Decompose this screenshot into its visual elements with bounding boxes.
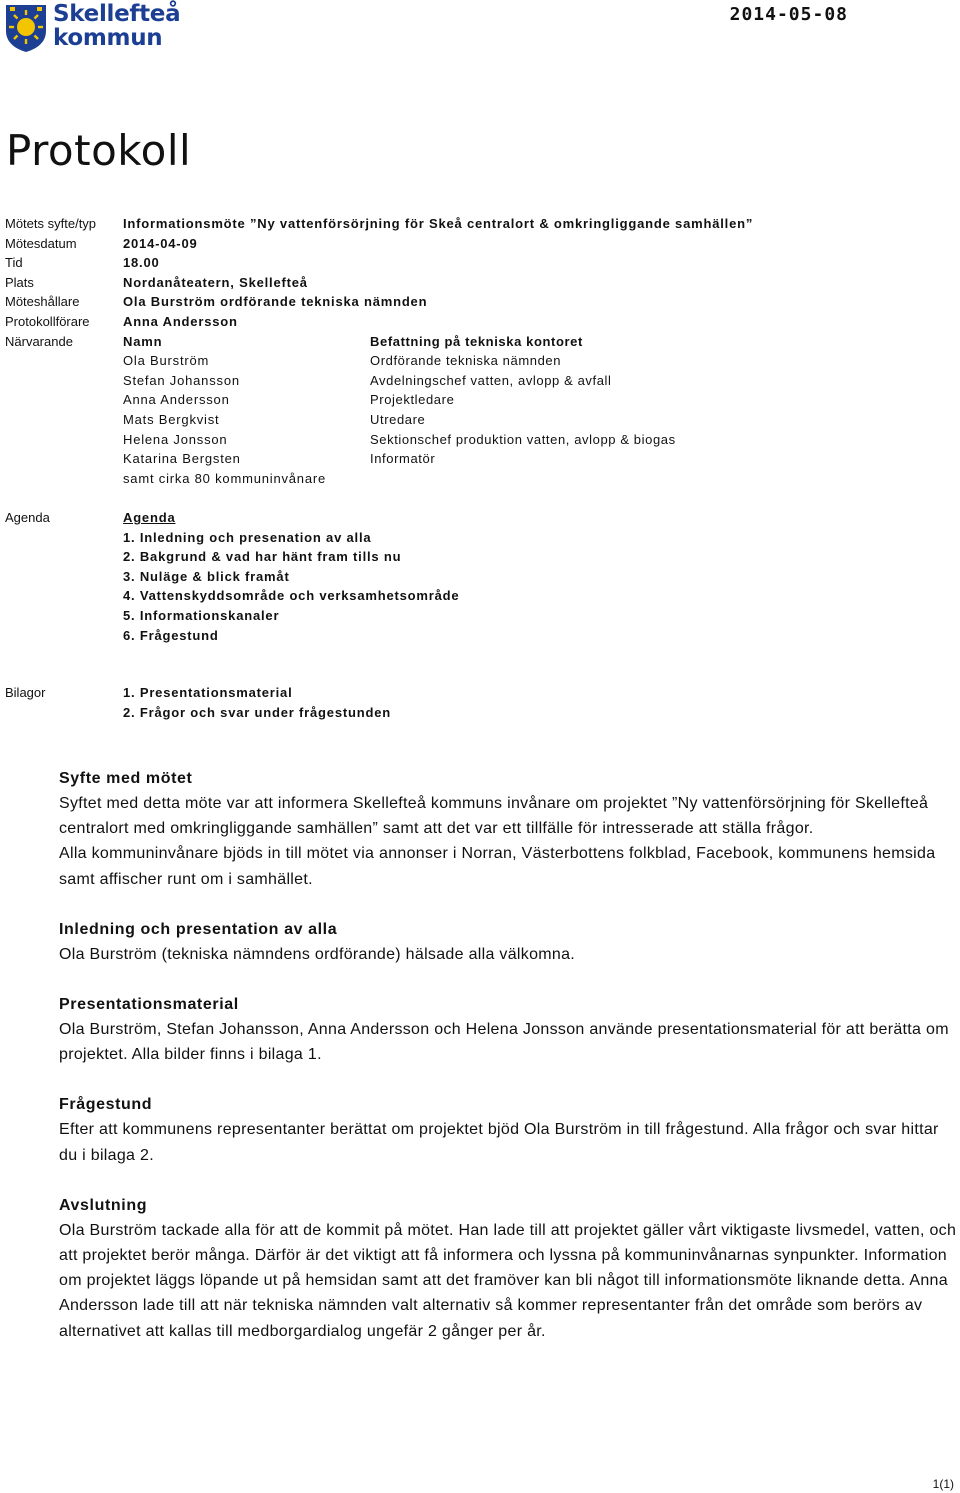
agenda-item: 6. Frågestund bbox=[123, 627, 219, 643]
moteshallare-label: Möteshållare bbox=[5, 294, 80, 310]
agenda-header-row bbox=[5, 508, 459, 528]
logo-line-2: kommun bbox=[53, 25, 163, 51]
section-text-inledning: Ola Burström (tekniska nämndens ordförande) hälsade alla välkomna. bbox=[59, 945, 576, 963]
bilaga-item: 1. Presentationsmaterial bbox=[123, 685, 293, 700]
plats-value: Nordanåteatern, Skellefteå bbox=[123, 274, 308, 290]
attendee-role: Avdelningschef vatten, avlopp & avfall bbox=[370, 372, 612, 388]
coat-of-arms-icon bbox=[4, 3, 48, 53]
document-date: 2014-05-08 bbox=[729, 4, 848, 25]
municipality-logo bbox=[4, 1, 181, 54]
attendee-role: Ordförande tekniska nämnden bbox=[370, 353, 562, 369]
section-spacer bbox=[59, 1168, 959, 1193]
attendee-role: Utredare bbox=[370, 411, 426, 427]
section-spacer bbox=[59, 1067, 959, 1092]
attendee-row bbox=[5, 390, 955, 410]
datum-value: 2014-04-09 bbox=[123, 235, 198, 251]
agenda-item: 3. Nuläge & blick framåt bbox=[123, 568, 290, 584]
attendee-name: Katarina Bergsten bbox=[123, 451, 241, 467]
section-heading-presentation: Presentationsmaterial bbox=[59, 996, 239, 1014]
attendee-row bbox=[5, 410, 955, 430]
befattning-column-header: Befattning på tekniska kontoret bbox=[370, 333, 583, 349]
agenda-item: 4. Vattenskyddsområde och verksamhetsområde bbox=[123, 588, 460, 604]
plats-label: Plats bbox=[5, 274, 34, 290]
attendee-name: Stefan Johansson bbox=[123, 372, 240, 388]
meta-row-tid bbox=[5, 253, 955, 273]
agenda-item: 1. Inledning och presenation av alla bbox=[123, 529, 372, 545]
attendee-row bbox=[5, 371, 955, 391]
section-spacer bbox=[59, 892, 959, 917]
agenda-list bbox=[123, 528, 459, 646]
attendee-role: Sektionschef produktion vatten, avlopp & biogas bbox=[370, 431, 676, 447]
tid-label: Tid bbox=[5, 255, 23, 271]
attendee-extra-row bbox=[5, 469, 955, 489]
attendee-name: Helena Jonsson bbox=[123, 431, 228, 447]
section-heading-syfte: Syfte med mötet bbox=[59, 770, 193, 787]
attendee-role: Informatör bbox=[370, 451, 436, 467]
meta-row-syfte bbox=[5, 214, 955, 234]
protocol-body bbox=[59, 766, 959, 1344]
protokollforare-label: Protokollförare bbox=[5, 313, 90, 329]
attendee-extra: samt cirka 80 kommuninvånare bbox=[123, 470, 327, 486]
agenda-item: 2. Bakgrund & vad har hänt fram tills nu bbox=[123, 549, 402, 565]
attendee-name: Anna Andersson bbox=[123, 392, 230, 408]
page-number: 1(1) bbox=[932, 1477, 954, 1491]
datum-label: Mötesdatum bbox=[5, 235, 77, 251]
section-text-syfte: Syftet med detta möte var att informera Skellefteå kommuns invånare om projektet ”Ny vattenförsörjning för Skellefteå centralort med omkringliggande samhällen” samt att det var ett tillfälle för intresserade att ställa frågor. bbox=[59, 795, 929, 838]
attendee-name: Ola Burström bbox=[123, 353, 210, 369]
protokollforare-value: Anna Andersson bbox=[123, 313, 238, 329]
section-text-syfte-2: Alla kommuninvånare bjöds in till mötet via annonser i Norran, Västerbottens folkblad, Facebook, kommunens hemsida samt affischer runt om i samhället. bbox=[59, 845, 936, 888]
section-text-presentation: Ola Burström, Stefan Johansson, Anna Andersson och Helena Jonsson använde presentationsmaterial för att berätta om projektet. Alla bilder finns i bilaga 1. bbox=[59, 1021, 949, 1064]
attendee-row bbox=[5, 430, 955, 450]
meta-row-datum bbox=[5, 234, 955, 254]
bilagor-label: Bilagor bbox=[5, 685, 46, 700]
page-title: Protokoll bbox=[6, 126, 192, 175]
agenda-label: Agenda bbox=[5, 510, 50, 525]
section-text-avslutning: Ola Burström tackade alla för att de kommit på mötet. Han lade till att projektet gäller vårt viktigaste livsmedel, vatten, och att projektet berör många. Därför är det viktigt att få informera och lyssna på kommuninvånarnas synpunkter. Information om projektet läggs löpande ut på hemsidan samt att det framöver kan bli något till informationsmöte liknande detta. Anna Andersson lade till att när tekniska nämnden valt alternativ så kommer representanter från det område som berörs av alternativet att kallas till medborgardialog ungefär 2 gånger per år. bbox=[59, 1221, 957, 1340]
section-heading-fragestund: Frågestund bbox=[59, 1096, 153, 1114]
agenda-heading: Agenda bbox=[123, 510, 176, 525]
moteshallare-value: Ola Burström ordförande tekniska nämnden bbox=[123, 294, 428, 310]
bilaga-item: 2. Frågor och svar under frågestunden bbox=[123, 704, 391, 720]
bilagor-row bbox=[5, 683, 391, 703]
agenda-item: 5. Informationskanaler bbox=[123, 607, 280, 623]
namn-column-header: Namn bbox=[123, 333, 163, 349]
section-text-fragestund: Efter att kommunens representanter berättat om projektet bjöd Ola Burström in till frågestund. Alla frågor och svar hittar du i bilaga 2. bbox=[59, 1121, 939, 1164]
attendee-row bbox=[5, 449, 955, 469]
attendee-name: Mats Bergkvist bbox=[123, 411, 220, 427]
syfte-label: Mötets syfte/typ bbox=[5, 216, 97, 231]
meeting-info-table bbox=[5, 214, 955, 488]
tid-value: 18.00 bbox=[123, 255, 160, 271]
meta-row-plats bbox=[5, 273, 955, 293]
meta-row-protokollforare bbox=[5, 312, 955, 332]
section-heading-inledning: Inledning och presentation av alla bbox=[59, 920, 338, 938]
agenda-section bbox=[5, 508, 459, 645]
section-heading-avslutning: Avslutning bbox=[59, 1196, 148, 1214]
logo-wordmark bbox=[53, 2, 180, 50]
meta-row-moteshallare bbox=[5, 292, 955, 312]
bilagor-section bbox=[5, 683, 391, 722]
section-spacer bbox=[59, 967, 959, 992]
narvarande-label: Närvarande bbox=[5, 333, 73, 349]
meta-row-narvarande bbox=[5, 332, 955, 352]
logo-line-1: Skellefteå bbox=[53, 1, 181, 27]
syfte-value: Informationsmöte ”Ny vattenförsörjning för Skeå centralort & omkringliggande samhällen” bbox=[123, 216, 754, 231]
attendee-role: Projektledare bbox=[370, 392, 455, 408]
attendee-row bbox=[5, 351, 955, 371]
